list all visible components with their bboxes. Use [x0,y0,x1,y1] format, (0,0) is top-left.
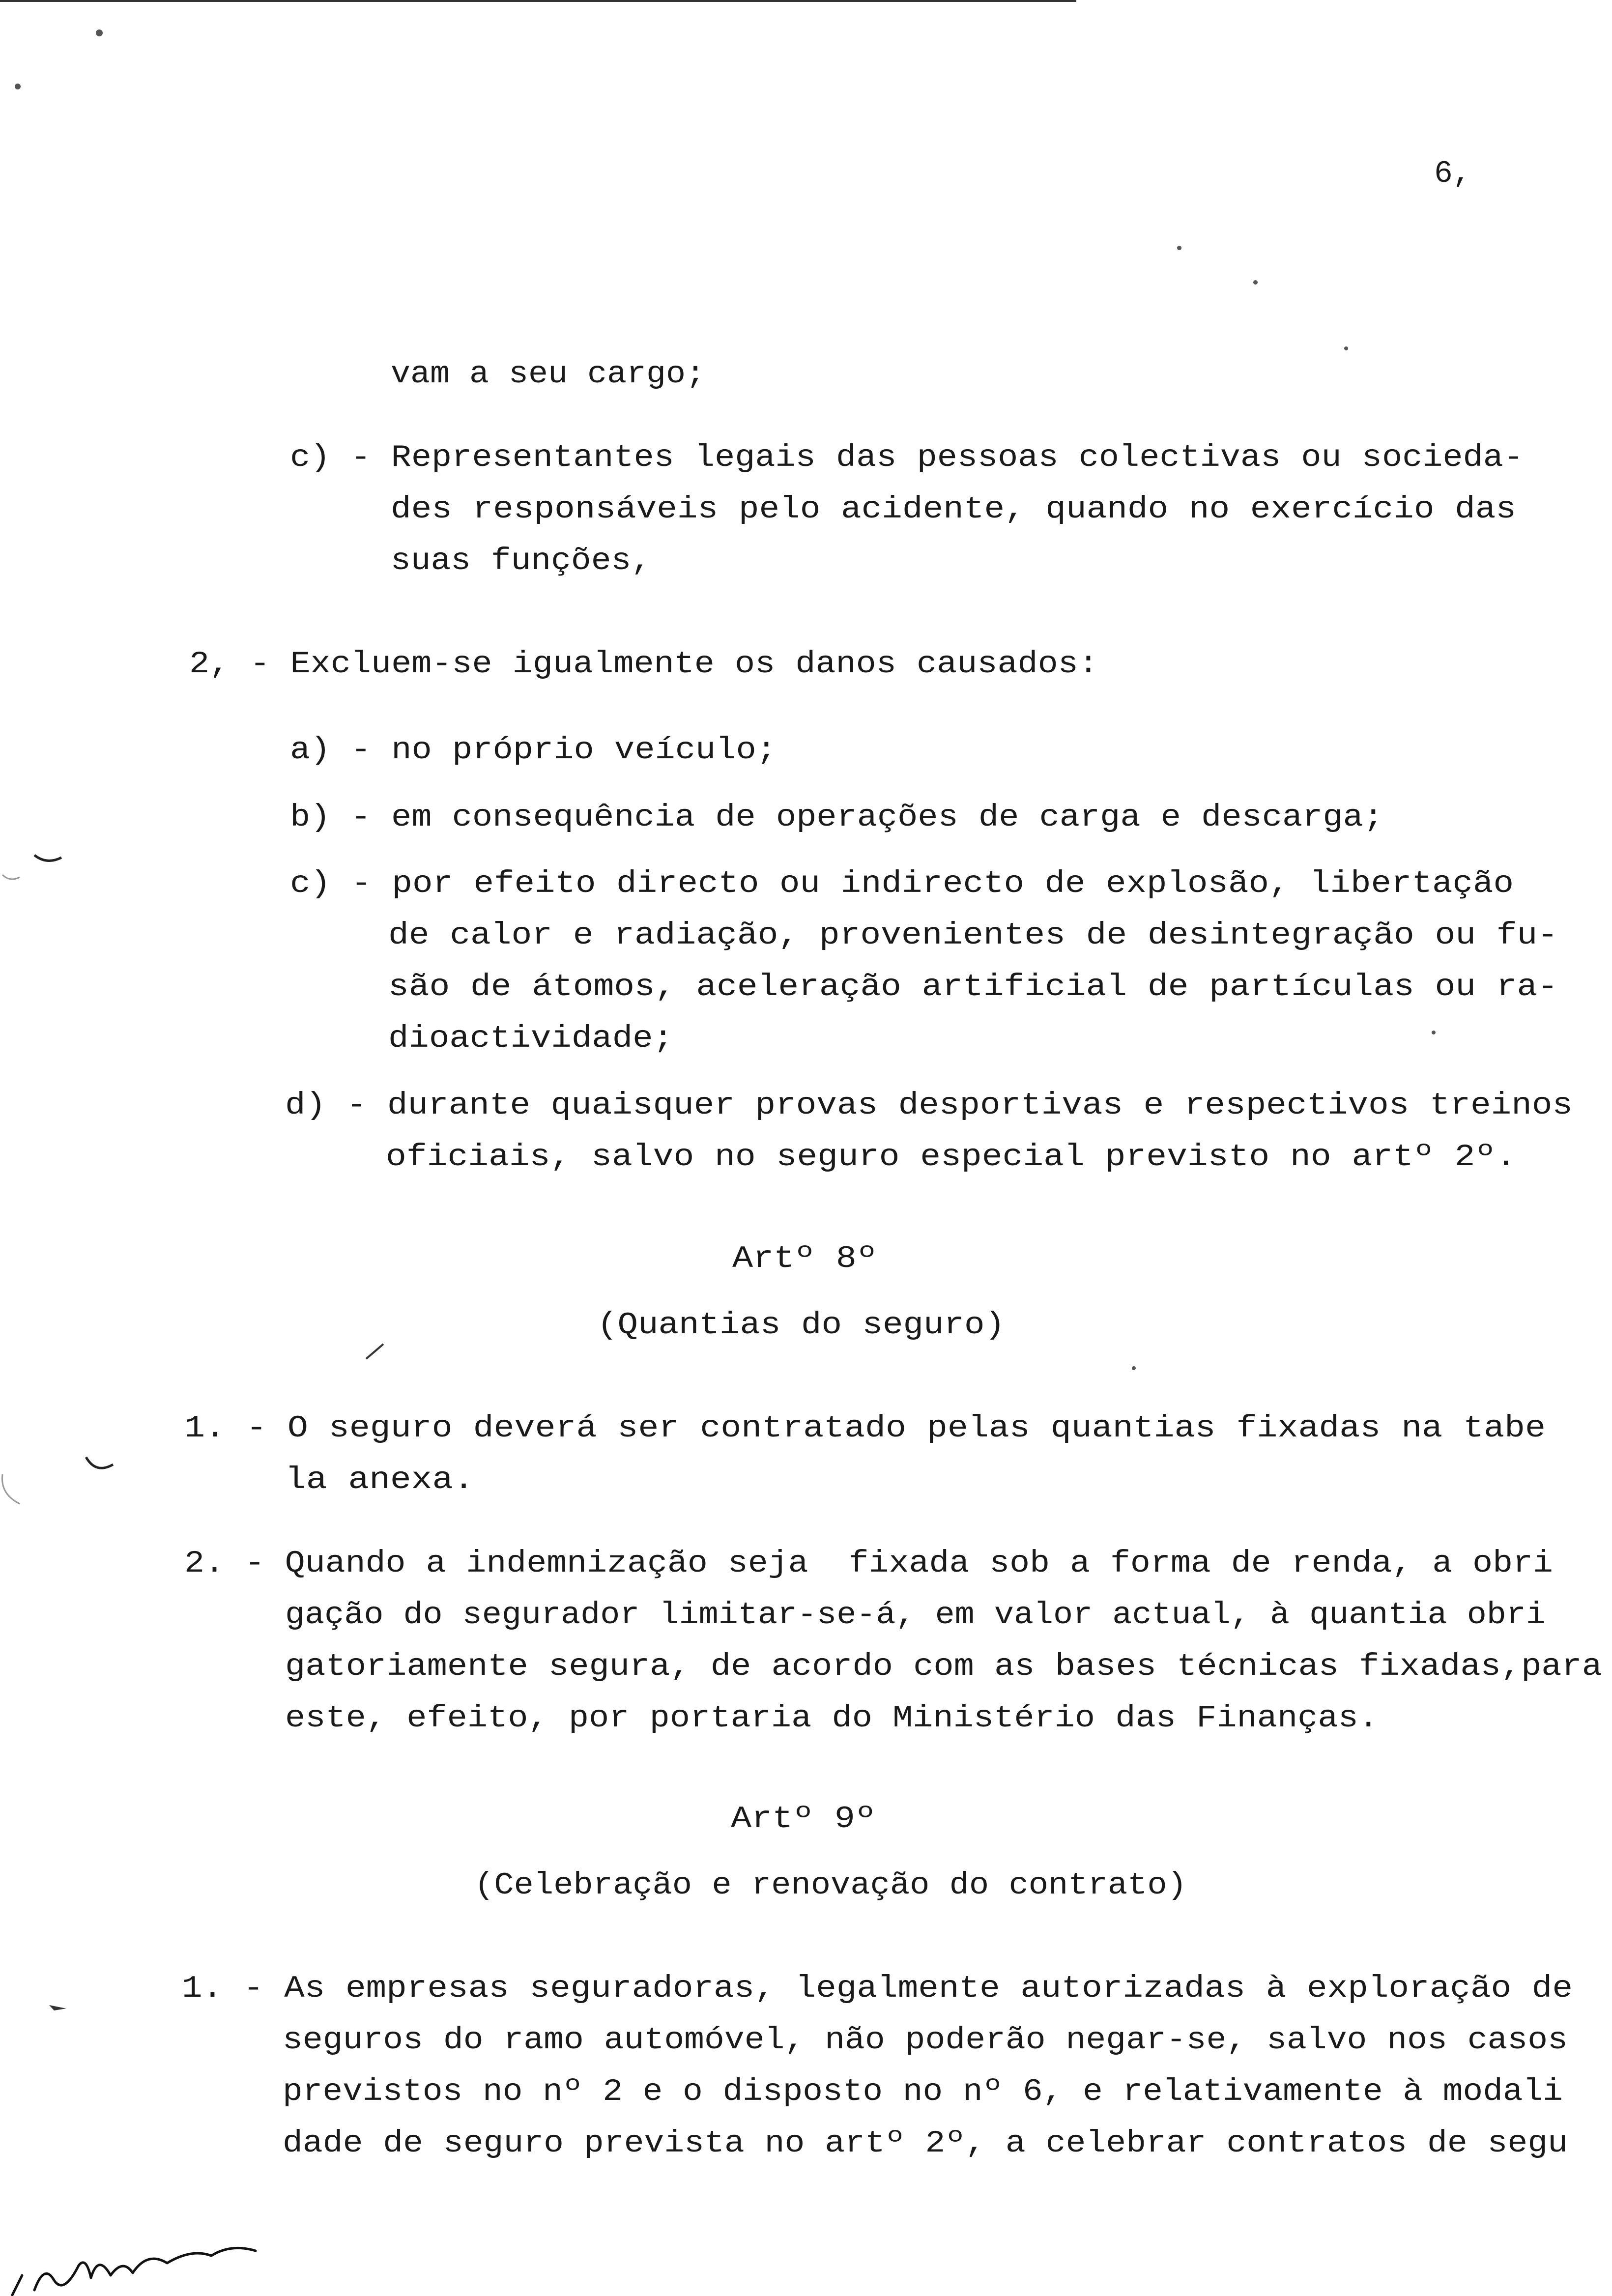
article-8-subheading: (Quantias do seguro) [597,1308,1005,1343]
text-line-26: previstos no nº 2 e o disposto no nº 6, e relativamente à modali [283,2074,1563,2109]
text-line-10: são de átomos, aceleração artificial de partículas ou ra- [388,970,1558,1004]
article-8-heading: Artº 8º [732,1241,877,1276]
margin-arrow-mark [47,2003,71,2012]
scan-speck [1177,246,1181,250]
text-line-24: 1. - As empresas seguradoras, legalmente autorizadas à exploração de [182,1971,1573,2006]
page-number: 6, [1434,156,1471,191]
text-line-5: 2, - Excluem-se igualmente os danos causados: [189,647,1098,682]
article-9-heading: Artº 9º [731,1802,876,1837]
dash-mark [364,1342,393,1361]
scan-speck [1132,1366,1136,1370]
scan-speck [1253,280,1258,285]
article-9-subheading: (Celebração e renovação do contrato) [474,1868,1187,1903]
text-line-19: gação do segurador limitar-se-á, em valor actual, à quantia obri [285,1598,1546,1633]
text-line-7: b) - em consequência de operações de carga e descarga; [290,800,1383,835]
handwritten-initials [0,2216,275,2296]
text-line-12: d) - durante quaisquer provas desportivas e respectivos treinos [285,1088,1573,1123]
text-line-11: dioactividade; [388,1021,673,1056]
text-line-27: dade de seguro prevista no artº 2º, a celebrar contratos de segu [283,2126,1568,2161]
margin-arc-mark [0,835,69,894]
text-line-1: vam a seu cargo; [391,357,705,392]
scan-speck [96,29,103,36]
scan-speck [1344,346,1348,350]
top-border-line [0,0,1076,2]
text-line-16: 1. - O seguro deverá ser contratado pelas quantias fixadas na tabe [184,1411,1546,1446]
text-line-17: la anexa. [285,1463,474,1497]
text-line-21: este, efeito, por portaria do Ministério das Finanças. [285,1701,1379,1736]
text-line-18: 2. - Quando a indemnização seja fixada sob a forma de renda, a obri [184,1546,1553,1581]
scan-speck [1432,1031,1436,1034]
text-line-20: gatoriamente segura, de acordo com as bases técnicas fixadas,para [285,1649,1603,1684]
text-line-3: des responsáveis pelo acidente, quando no exercício das [391,492,1516,527]
margin-arc-mark [0,1455,118,1519]
text-line-6: a) - no próprio veículo; [290,733,777,768]
text-line-25: seguros do ramo automóvel, não poderão negar-se, salvo nos casos [283,2023,1568,2058]
text-line-13: oficiais, salvo no seguro especial previsto no artº 2º. [386,1140,1516,1175]
text-line-2: c) - Representantes legais das pessoas colectivas ou socieda- [290,440,1524,475]
text-line-4: suas funções, [391,544,651,578]
text-line-9: de calor e radiação, provenientes de desintegração ou fu- [388,918,1558,953]
scan-speck [15,84,21,89]
text-line-8: c) - por efeito directo ou indirecto de explosão, libertação [290,866,1514,901]
